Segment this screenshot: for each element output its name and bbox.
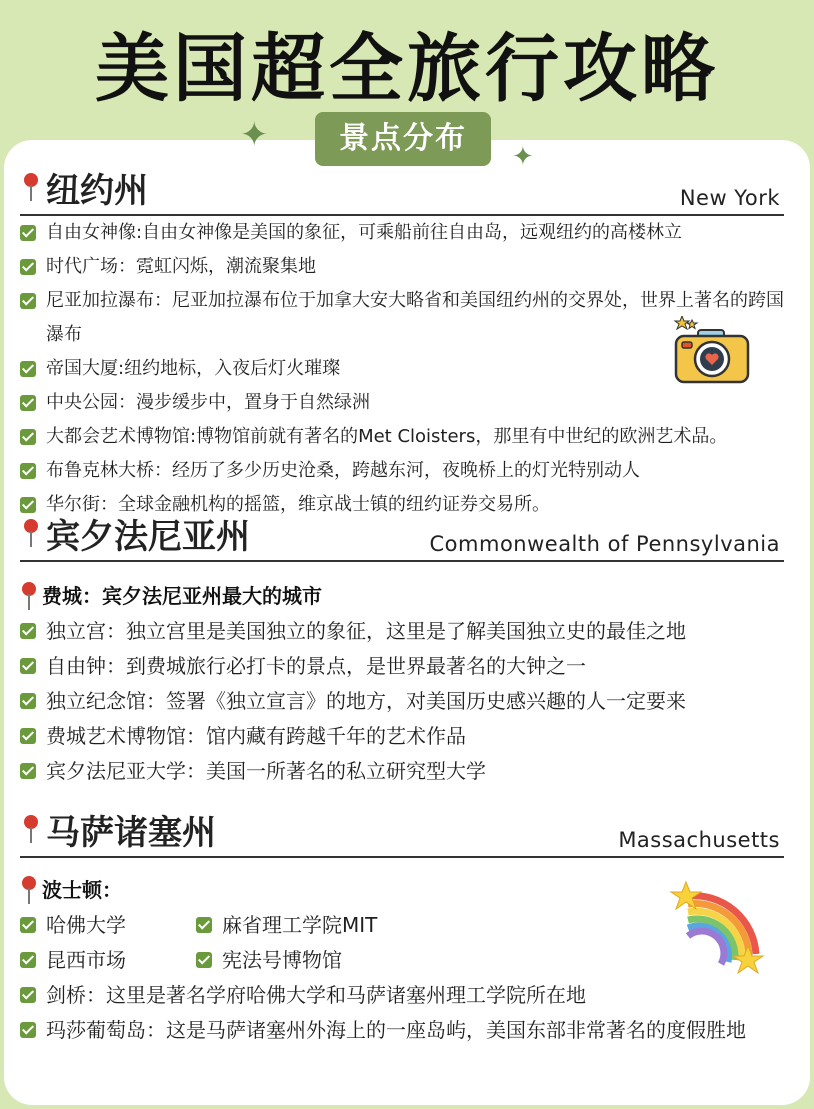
section-badge: 景点分布 bbox=[315, 112, 491, 166]
list-item: 宪法号博物馆 bbox=[196, 943, 496, 978]
sparkle-icon: ✦ bbox=[240, 115, 269, 155]
city-subheading: 波士顿： bbox=[22, 874, 122, 903]
checkbox-icon bbox=[20, 361, 36, 377]
checkbox-icon bbox=[20, 987, 36, 1003]
list-item: 玛莎葡萄岛：这是马萨诸塞州外海上的一座岛屿，美国东部非常著名的度假胜地 bbox=[20, 1013, 790, 1048]
section-english-name: Commonwealth of Pennsylvania bbox=[429, 532, 780, 556]
list-item: 布鲁克林大桥：经历了多少历史沧桑，跨越东河，夜晚桥上的灯光特别动人 bbox=[20, 454, 790, 488]
list-item: 麻省理工学院MIT bbox=[196, 908, 496, 943]
checkbox-icon bbox=[20, 728, 36, 744]
checkbox-icon bbox=[20, 917, 36, 933]
map-pin-icon bbox=[22, 876, 36, 902]
camera-icon bbox=[668, 316, 754, 386]
list-item: 哈佛大学 bbox=[20, 908, 196, 943]
list-item: 独立纪念馆：签署《独立宣言》的地方，对美国历史感兴趣的人一定要来 bbox=[20, 684, 790, 719]
map-pin-icon bbox=[22, 582, 36, 608]
checkbox-icon bbox=[20, 395, 36, 411]
checkbox-icon bbox=[20, 952, 36, 968]
map-pin-icon bbox=[24, 815, 38, 845]
list-pennsylvania bbox=[20, 614, 790, 789]
city-subheading: 费城：宾夕法尼亚州最大的城市 bbox=[22, 580, 322, 609]
checkbox-icon bbox=[20, 763, 36, 779]
list-item: 尼亚加拉瀑布：尼亚加拉瀑布位于加拿大安大略省和美国纽约州的交界处，世界上著名的跨国瀑布 bbox=[20, 284, 790, 352]
section-title: 纽约州 bbox=[24, 163, 148, 212]
map-pin-icon bbox=[24, 173, 38, 203]
list-item: 帝国大厦:纽约地标，入夜后灯火璀璨 bbox=[20, 352, 790, 386]
section-english-name: New York bbox=[679, 186, 780, 210]
checkbox-icon bbox=[20, 225, 36, 241]
checkbox-icon bbox=[196, 917, 212, 933]
list-item: 费城艺术博物馆：馆内藏有跨越千年的艺术作品 bbox=[20, 719, 790, 754]
map-pin-icon bbox=[24, 519, 38, 549]
checkbox-icon bbox=[20, 1022, 36, 1038]
list-item: 剑桥：这里是著名学府哈佛大学和马萨诸塞州理工学院所在地 bbox=[20, 978, 790, 1013]
section-english-name: Massachusetts bbox=[618, 828, 780, 852]
checkbox-icon bbox=[20, 693, 36, 709]
checkbox-icon bbox=[20, 658, 36, 674]
checkbox-icon bbox=[20, 259, 36, 275]
checkbox-icon bbox=[20, 293, 36, 309]
section-header-new-york bbox=[20, 168, 784, 216]
rainbow-icon bbox=[668, 874, 772, 978]
checkbox-icon bbox=[20, 429, 36, 445]
list-item: 华尔街：全球金融机构的摇篮，维京战士镇的纽约证券交易所。 bbox=[20, 488, 790, 522]
list-item: 自由钟：到费城旅行必打卡的景点，是世界最著名的大钟之一 bbox=[20, 649, 790, 684]
checkbox-icon bbox=[20, 623, 36, 639]
list-item: 自由女神像:自由女神像是美国的象征，可乘船前往自由岛，远观纽约的高楼林立 bbox=[20, 216, 790, 250]
list-item: 宾夕法尼亚大学：美国一所著名的私立研究型大学 bbox=[20, 754, 790, 789]
section-header-pennsylvania bbox=[20, 514, 784, 562]
list-item: 昆西市场 bbox=[20, 943, 196, 978]
list-item: 中央公园：漫步缓步中，置身于自然绿洲 bbox=[20, 386, 790, 420]
checkbox-icon bbox=[20, 463, 36, 479]
page-title: 美国超全旅行攻略 bbox=[95, 26, 719, 112]
list-item: 大都会艺术博物馆:博物馆前就有著名的Met Cloisters，那里有中世纪的欧洲艺术品。 bbox=[20, 420, 790, 454]
list-item: 独立宫：独立宫里是美国独立的象征，这里是了解美国独立史的最佳之地 bbox=[20, 614, 790, 649]
section-title: 马萨诸塞州 bbox=[24, 805, 216, 854]
sparkle-icon: ✦ bbox=[512, 142, 534, 172]
list-item: 时代广场：霓虹闪烁，潮流聚集地 bbox=[20, 250, 790, 284]
checkbox-icon bbox=[196, 952, 212, 968]
section-header-massachusetts bbox=[20, 810, 784, 858]
section-title: 宾夕法尼亚州 bbox=[24, 509, 250, 558]
